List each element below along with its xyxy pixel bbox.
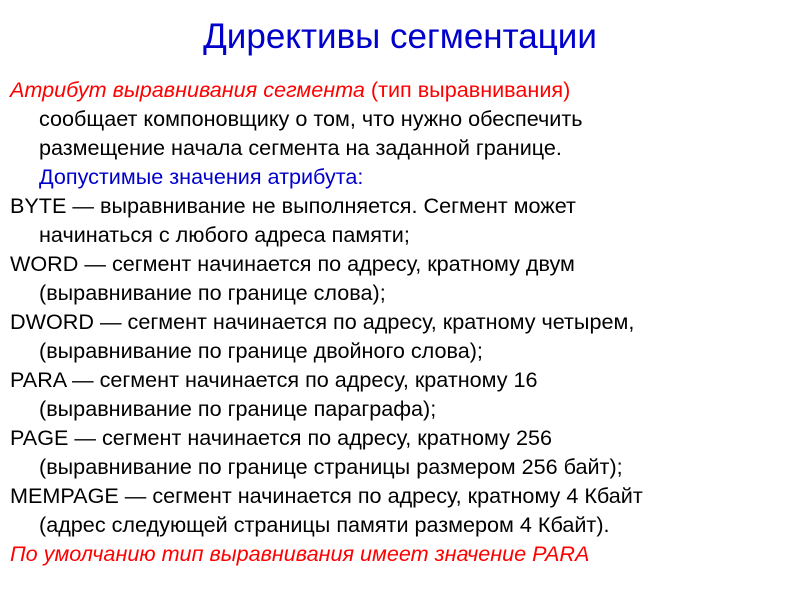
item-mempage-line-2: (адрес следующей страницы памяти размером 4 Кбайт). bbox=[39, 512, 610, 537]
intro-term-paren: (тип выравнивания) bbox=[364, 77, 571, 102]
intro-term-italic: Атрибут выравнивания сегмента bbox=[10, 77, 365, 102]
item-para-line-2: (выравнивание по границе параграфа); bbox=[39, 396, 437, 421]
item-word-line-2: (выравнивание по границе слова); bbox=[39, 280, 386, 305]
slide-title: Директивы сегментации bbox=[203, 17, 597, 56]
item-para bbox=[10, 365, 795, 423]
item-page-line-1: PAGE — сегмент начинается по адресу, кратному 256 bbox=[10, 425, 552, 450]
item-word bbox=[10, 249, 795, 307]
slide-body bbox=[10, 75, 795, 568]
item-mempage-line-1: MEMPAGE — сегмент начинается по адресу, кратному 4 Кбайт bbox=[10, 483, 643, 508]
item-byte-line-1: BYTE — выравнивание не выполняется. Сегмент может bbox=[10, 193, 576, 218]
item-mempage bbox=[10, 481, 795, 539]
item-page bbox=[10, 423, 795, 481]
intro-term bbox=[10, 77, 570, 102]
intro-line-3: размещение начала сегмента на заданной границе. bbox=[39, 135, 562, 160]
item-word-line-1: WORD — сегмент начинается по адресу, кратному двум bbox=[10, 251, 575, 276]
item-byte bbox=[10, 191, 795, 249]
item-byte-line-2: начинаться с любого адреса памяти; bbox=[39, 222, 410, 247]
item-dword-line-1: DWORD — сегмент начинается по адресу, кратному четырем, bbox=[10, 309, 635, 334]
allowed-values-label: Допустимые значения атрибута: bbox=[39, 164, 364, 189]
default-note: По умолчанию тип выравнивания имеет значение PARA bbox=[10, 541, 590, 566]
item-para-line-1: PARA — сегмент начинается по адресу, кратному 16 bbox=[10, 367, 538, 392]
intro-line-2: сообщает компоновщику о том, что нужно обеспечить bbox=[39, 106, 583, 131]
intro-paragraph bbox=[10, 75, 795, 191]
item-dword-line-2: (выравнивание по границе двойного слова); bbox=[39, 338, 483, 363]
item-dword bbox=[10, 307, 795, 365]
item-page-line-2: (выравнивание по границе страницы размером 256 байт); bbox=[39, 454, 623, 479]
